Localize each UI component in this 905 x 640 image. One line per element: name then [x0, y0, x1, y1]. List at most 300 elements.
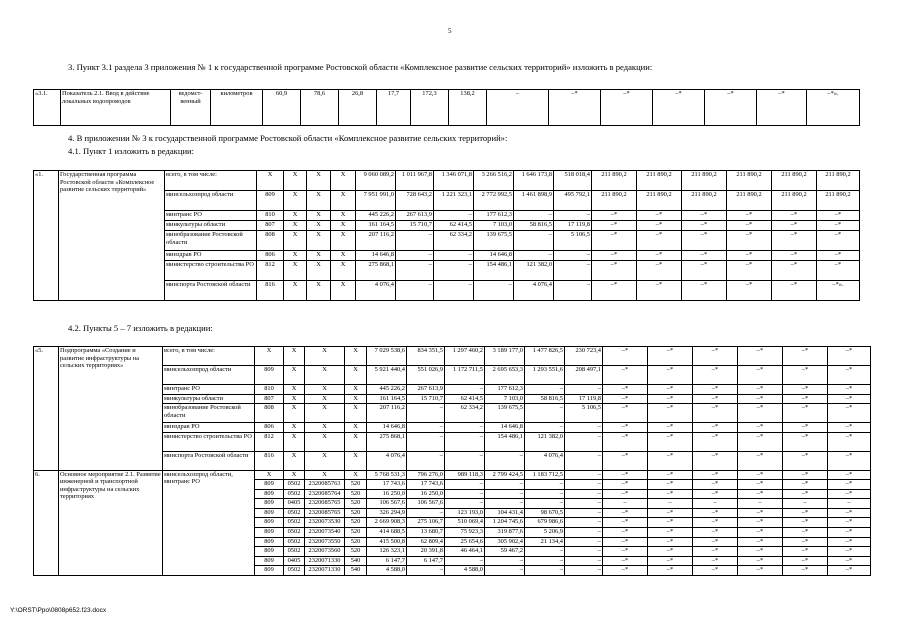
table-cell: –* — [648, 489, 693, 499]
table-cell: 139 675,5 — [485, 404, 525, 423]
table-cell: 809 — [255, 480, 284, 490]
table-cell: –* — [637, 251, 682, 261]
table-cell: X — [305, 394, 345, 404]
table-cell: X — [284, 432, 305, 451]
executor-cell: министерство строительства РО — [163, 432, 255, 451]
table-cell: X — [305, 451, 345, 470]
table-cell: X — [257, 171, 284, 191]
table-cell: –* — [693, 423, 738, 433]
table-cell: –* — [828, 480, 871, 490]
table-cell: –* — [738, 432, 783, 451]
table-cell: X — [284, 221, 307, 231]
table-cell: 0502 — [284, 566, 305, 576]
table-cell: 26,8 — [339, 90, 377, 126]
table-cell: –* — [783, 347, 828, 366]
table-cell: – — [445, 489, 485, 499]
table-cell: –* — [601, 90, 653, 126]
table-cell: –* — [828, 423, 871, 433]
table-cell: 211 890,2 — [592, 191, 637, 211]
table-cell: 540 — [345, 566, 367, 576]
table-cell: X — [255, 470, 284, 480]
table-cell: 7 951 991,0 — [356, 191, 396, 211]
table-cell: – — [525, 404, 565, 423]
table-cell: 4 076,4 — [356, 281, 396, 301]
table-cell: – — [485, 556, 525, 566]
table-cell: 806 — [257, 251, 284, 261]
table-cell: –* — [648, 432, 693, 451]
table-cell: X — [307, 251, 331, 261]
table-cell: –* — [603, 423, 648, 433]
table-cell: – — [554, 211, 592, 221]
table-cell: 21 134,4 — [525, 537, 565, 547]
table-cell: –* — [693, 537, 738, 547]
table-cell: 2320085764 — [305, 489, 345, 499]
table-cell: – — [407, 566, 445, 576]
table-cell: 211 890,2 — [817, 171, 860, 191]
table-cell: –* — [727, 281, 772, 301]
table-cell: 13 680,7 — [407, 528, 445, 538]
table-cell: 211 890,2 — [592, 171, 637, 191]
table-cell: – — [474, 281, 514, 301]
table-cell: –* — [592, 221, 637, 231]
table-cell: 679 986,6 — [525, 518, 565, 528]
paragraph-4-1: 4.1. Пункт 1 изложить в редакции: — [68, 146, 195, 156]
table-cell: 46 464,1 — [445, 547, 485, 557]
table-cell: – — [407, 508, 445, 518]
table-cell: 126 323,1 — [367, 547, 407, 557]
table-cell: 2320071330 — [305, 566, 345, 576]
table-cell: 807 — [257, 221, 284, 231]
table-cell: – — [565, 537, 603, 547]
table-cell: 17 743,6 — [367, 480, 407, 490]
paragraph-3: 3. Пункт 3.1 раздела 3 приложения № 1 к государственной программе Ростовской области «Комплексное развитие сельских территорий» изложить в редакции: — [68, 62, 653, 72]
table-cell: 0405 — [284, 499, 305, 509]
table-cell: –* — [603, 528, 648, 538]
table-cell: – — [434, 261, 474, 281]
table-cell: 2320071330 — [305, 556, 345, 566]
table-cell: 17 743,6 — [407, 480, 445, 490]
table-cell: –* — [693, 508, 738, 518]
table-cell: X — [305, 347, 345, 366]
table-cell: –* — [783, 518, 828, 528]
table-cell: – — [445, 499, 485, 509]
table-cell: 207 116,2 — [367, 404, 407, 423]
table-cell: – — [565, 518, 603, 528]
executor-cell: минсельхозпрод области — [165, 191, 257, 211]
footer-filepath: Y:\ORST\Ppo\0808p652.f23.docx — [10, 607, 107, 614]
table-cell: – — [565, 508, 603, 518]
table-cell: 816 — [257, 281, 284, 301]
table-cell: X — [331, 231, 356, 251]
table-cell: 2320073540 — [305, 528, 345, 538]
table-cell: –* — [592, 281, 637, 301]
table-cell: 305 902,4 — [485, 537, 525, 547]
table-cell: X — [331, 281, 356, 301]
table-cell: 4 588,0 — [367, 566, 407, 576]
table-cell: 1 646 173,8 — [514, 171, 554, 191]
table-cell: 520 — [345, 518, 367, 528]
table-cell: –* — [603, 508, 648, 518]
table-cell: 275 106,7 — [407, 518, 445, 528]
table-cell: 7 103,0 — [485, 394, 525, 404]
table-cell: –* — [693, 451, 738, 470]
table-cell: X — [284, 347, 305, 366]
table-cell: 6 147,7 — [367, 556, 407, 566]
table-cell: –* — [648, 508, 693, 518]
table-cell: –* — [648, 385, 693, 395]
table-cell: –*». — [817, 281, 860, 301]
table-cell: – — [514, 211, 554, 221]
table-cell: 154 486,1 — [485, 432, 525, 451]
table-cell: X — [284, 251, 307, 261]
table-cell: 520 — [345, 547, 367, 557]
table-cell: –* — [783, 404, 828, 423]
table-cell: –* — [738, 451, 783, 470]
table-cell: – — [445, 480, 485, 490]
table-cell: 812 — [257, 261, 284, 281]
table-cell: –* — [705, 90, 757, 126]
table-cell: 1 183 712,5 — [525, 470, 565, 480]
table-cell: – — [554, 261, 592, 281]
table-cell: –* — [828, 366, 871, 385]
table-cell: –* — [772, 231, 817, 251]
table-cell: –* — [603, 537, 648, 547]
table-cell: 275 868,1 — [367, 432, 407, 451]
table-cell: –* — [603, 556, 648, 566]
table-cell: –* — [738, 470, 783, 480]
table-cell: –* — [738, 566, 783, 576]
table-cell: –* — [603, 385, 648, 395]
table-cell: –* — [828, 451, 871, 470]
table-cell: 211 890,2 — [682, 171, 727, 191]
executor-cell: минсельхозпрод области, минтранс РО — [163, 470, 255, 576]
table-cell: –* — [817, 251, 860, 261]
table-cell: –* — [738, 404, 783, 423]
table-cell: 1 221 323,1 — [434, 191, 474, 211]
table-cell: –* — [783, 508, 828, 518]
item-number: 6. — [34, 470, 59, 576]
table-cell: 267 613,9 — [396, 211, 434, 221]
table-cell: 1 297 460,2 — [445, 347, 485, 366]
table-cell: X — [331, 261, 356, 281]
table-cell: 2320085765 — [305, 499, 345, 509]
table-cell: – — [407, 404, 445, 423]
table-cell: 75 923,3 — [445, 528, 485, 538]
table-cell: – — [565, 451, 603, 470]
table-cell: 809 — [255, 556, 284, 566]
table-cell: –* — [648, 566, 693, 576]
table-cell: – — [828, 499, 871, 509]
table-cell: –* — [592, 261, 637, 281]
table-cell: –* — [693, 404, 738, 423]
table-cell: –* — [772, 281, 817, 301]
executor-cell: минздрав РО — [165, 251, 257, 261]
executor-cell: минобразование Ростовской области — [165, 231, 257, 251]
table-cell: 520 — [345, 508, 367, 518]
table-cell: – — [485, 566, 525, 576]
table-cell: – — [485, 499, 525, 509]
table-cell: 58 816,5 — [525, 394, 565, 404]
table-cell: 62 334,2 — [434, 231, 474, 251]
table-cell: –* — [783, 366, 828, 385]
table-cell: – — [445, 385, 485, 395]
table-cell: –* — [727, 261, 772, 281]
table-cell: 518 018,4 — [554, 171, 592, 191]
table-cell: 809 — [255, 547, 284, 557]
table-cell: –* — [783, 451, 828, 470]
table-cell: –* — [603, 470, 648, 480]
table-cell: ведомст-венный — [171, 90, 211, 126]
table-cell: – — [445, 556, 485, 566]
table-cell: 211 890,2 — [772, 191, 817, 211]
table-cell: 172,3 — [411, 90, 449, 126]
table-cell: X — [284, 281, 307, 301]
table-cell: 20 391,8 — [407, 547, 445, 557]
table-cell: –* — [648, 366, 693, 385]
table-cell: 1 477 826,5 — [525, 347, 565, 366]
table-cell: –* — [682, 211, 727, 221]
table-cell: 15 710,7 — [396, 221, 434, 231]
table-cell: –* — [637, 261, 682, 281]
table-cell: – — [525, 480, 565, 490]
executor-cell: министерство строительства РО — [165, 261, 257, 281]
table-cell: –* — [828, 528, 871, 538]
table-cell: –* — [783, 537, 828, 547]
table-cell: 1 346 071,8 — [434, 171, 474, 191]
table-cell: –* — [828, 394, 871, 404]
table-cell: –* — [783, 423, 828, 433]
table-cell: 414 688,5 — [367, 528, 407, 538]
table-cell: –* — [828, 470, 871, 480]
table-cell: 5 106,5 — [565, 404, 603, 423]
table-cell: –* — [738, 347, 783, 366]
table-cell: 808 — [255, 404, 284, 423]
table-cell: 728 643,2 — [396, 191, 434, 211]
table-cell: X — [345, 470, 367, 480]
table-cell: –* — [549, 90, 601, 126]
paragraph-4: 4. В приложении № 3 к государственной программе Ростовской области «Комплексное развитие сельских территорий»: — [68, 133, 508, 143]
executor-cell: минспорта Ростовской области — [165, 281, 257, 301]
table-program-1 — [33, 170, 860, 301]
table-cell: 816 — [255, 451, 284, 470]
table-cell: –* — [727, 231, 772, 251]
table-cell: – — [525, 556, 565, 566]
executor-cell: минкультуры области — [165, 221, 257, 231]
table-cell: –* — [783, 489, 828, 499]
table-cell: –* — [693, 470, 738, 480]
table-cell: 807 — [255, 394, 284, 404]
table-cell: 2 772 992,5 — [474, 191, 514, 211]
table-cell: X — [284, 404, 305, 423]
table-cell: –* — [727, 221, 772, 231]
table-cell: 62 414,5 — [445, 394, 485, 404]
executor-cell: минобразование Ростовской области — [163, 404, 255, 423]
table-cell: 106 567,6 — [407, 499, 445, 509]
table-cell: 7 029 538,6 — [367, 347, 407, 366]
table-cell: – — [565, 480, 603, 490]
table-cell: –* — [727, 211, 772, 221]
table-cell: – — [407, 432, 445, 451]
table-cell: –* — [772, 211, 817, 221]
table-cell: –* — [603, 451, 648, 470]
table-cell: – — [693, 499, 738, 509]
measure-name: Основное мероприятие 2.1. Развитие инженерной и транспортной инфраструктуры на сельских территориях — [59, 470, 163, 576]
table-program-5-7 — [33, 346, 871, 576]
table-cell: 211 890,2 — [727, 191, 772, 211]
table-cell: –* — [648, 547, 693, 557]
table-cell: 121 382,0 — [514, 261, 554, 281]
executor-cell: минтранс РО — [163, 385, 255, 395]
table-cell: X — [345, 432, 367, 451]
table-cell: 58 816,5 — [514, 221, 554, 231]
table-cell: –* — [828, 347, 871, 366]
table-cell: –* — [828, 518, 871, 528]
paragraph-4-2: 4.2. Пункты 5 – 7 изложить в редакции: — [68, 323, 213, 333]
table-cell: X — [284, 261, 307, 281]
table-cell: –* — [603, 394, 648, 404]
table-cell: 154 486,1 — [474, 261, 514, 281]
table-cell: X — [305, 385, 345, 395]
table-cell: 14 646,8 — [367, 423, 407, 433]
table-cell: –* — [648, 537, 693, 547]
table-cell: 106 567,6 — [367, 499, 407, 509]
table-cell: 23200735З0 — [305, 518, 345, 528]
table-cell: – — [485, 480, 525, 490]
table-cell: – — [434, 211, 474, 221]
table-cell: 989 118,3 — [445, 470, 485, 480]
table-cell: 1 204 745,6 — [485, 518, 525, 528]
table-cell: –* — [828, 432, 871, 451]
table-cell: –* — [693, 489, 738, 499]
table-cell: X — [305, 470, 345, 480]
executor-cell: всего, в том числе: — [163, 347, 255, 366]
table-cell: 809 — [255, 366, 284, 385]
table-cell: 78,6 — [301, 90, 339, 126]
table-cell: X — [305, 366, 345, 385]
table-cell: 0502 — [284, 518, 305, 528]
table-cell: –* — [828, 537, 871, 547]
table-cell: –* — [648, 347, 693, 366]
table-cell: 510 069,4 — [445, 518, 485, 528]
table-cell: –* — [648, 556, 693, 566]
table-cell: 810 — [255, 385, 284, 395]
table-cell: X — [345, 347, 367, 366]
table-cell: – — [565, 423, 603, 433]
table-cell: –* — [592, 211, 637, 221]
table-cell: X — [345, 366, 367, 385]
table-cell: 121 382,0 — [525, 432, 565, 451]
executor-cell: минсельхозпрод области — [163, 366, 255, 385]
table-cell: 809 — [255, 499, 284, 509]
table-cell: X — [307, 281, 331, 301]
table-cell: –* — [693, 385, 738, 395]
table-cell: –* — [637, 281, 682, 301]
table-cell: –* — [757, 90, 807, 126]
table-cell: X — [345, 394, 367, 404]
table-cell: 161 164,5 — [356, 221, 396, 231]
table-row — [34, 171, 860, 191]
table-cell: 809 — [255, 518, 284, 528]
item-number: «1. — [34, 171, 59, 301]
table-cell: 809 — [257, 191, 284, 211]
table-cell: –* — [738, 556, 783, 566]
table-cell: 211 890,2 — [817, 191, 860, 211]
table-cell: X — [307, 211, 331, 221]
table-cell: 62 334,2 — [445, 404, 485, 423]
table-cell: X — [305, 404, 345, 423]
table-cell: –* — [603, 480, 648, 490]
table-cell: –* — [772, 251, 817, 261]
table-cell: 2320073550 — [305, 537, 345, 547]
table-cell: 809 — [255, 537, 284, 547]
table-cell: –* — [738, 518, 783, 528]
table-cell: 3 266 516,2 — [474, 171, 514, 191]
table-cell: X — [331, 221, 356, 231]
table-cell: –* — [693, 547, 738, 557]
table-cell: –* — [648, 470, 693, 480]
table-cell: 9 060 089,2 — [356, 171, 396, 191]
table-cell: –* — [603, 547, 648, 557]
table-cell: –* — [603, 489, 648, 499]
table-cell: X — [284, 191, 307, 211]
table-cell: 14 646,8 — [356, 251, 396, 261]
table-cell: –* — [693, 566, 738, 576]
table-cell: 211 890,2 — [772, 171, 817, 191]
executor-cell: всего, в том числе: — [165, 171, 257, 191]
table-cell: – — [396, 231, 434, 251]
table-cell: 445 226,2 — [367, 385, 407, 395]
table-row — [34, 347, 871, 366]
table-cell: 1 293 551,6 — [525, 366, 565, 385]
table-cell: – — [565, 470, 603, 480]
table-cell: 2 799 424,5 — [485, 470, 525, 480]
table-cell: –* — [828, 508, 871, 518]
table-cell: – — [525, 385, 565, 395]
table-cell: 104 431,4 — [485, 508, 525, 518]
table-cell: –*». — [807, 90, 860, 126]
table-cell: 123 193,0 — [445, 508, 485, 518]
table-cell: –* — [682, 281, 727, 301]
table-cell: 7 103,0 — [474, 221, 514, 231]
table-cell: X — [284, 211, 307, 221]
table-cell: 138,2 — [449, 90, 487, 126]
table-cell: 211 890,2 — [682, 191, 727, 211]
table-cell: 15 710,7 — [407, 394, 445, 404]
table-cell: –* — [783, 394, 828, 404]
executor-cell: минспорта Ростовской области — [163, 451, 255, 470]
table-cell: X — [345, 404, 367, 423]
table-cell: – — [603, 499, 648, 509]
table-cell: X — [345, 423, 367, 433]
table-cell: – — [525, 489, 565, 499]
table-cell: – — [407, 423, 445, 433]
table-cell: – — [565, 547, 603, 557]
table-cell: 0502 — [284, 508, 305, 518]
table-cell: 62 414,5 — [434, 221, 474, 231]
table-cell: 319 877,6 — [485, 528, 525, 538]
table-cell: 2320073560 — [305, 547, 345, 557]
table-cell: –* — [682, 261, 727, 281]
table-cell: –* — [738, 489, 783, 499]
table-cell: –* — [693, 528, 738, 538]
table-cell: X — [284, 385, 305, 395]
table-cell: 809 — [255, 489, 284, 499]
table-cell: –* — [693, 556, 738, 566]
table-indicator-3-1 — [33, 89, 860, 126]
table-cell: – — [783, 499, 828, 509]
table-cell: –* — [738, 508, 783, 518]
table-cell: –* — [603, 366, 648, 385]
